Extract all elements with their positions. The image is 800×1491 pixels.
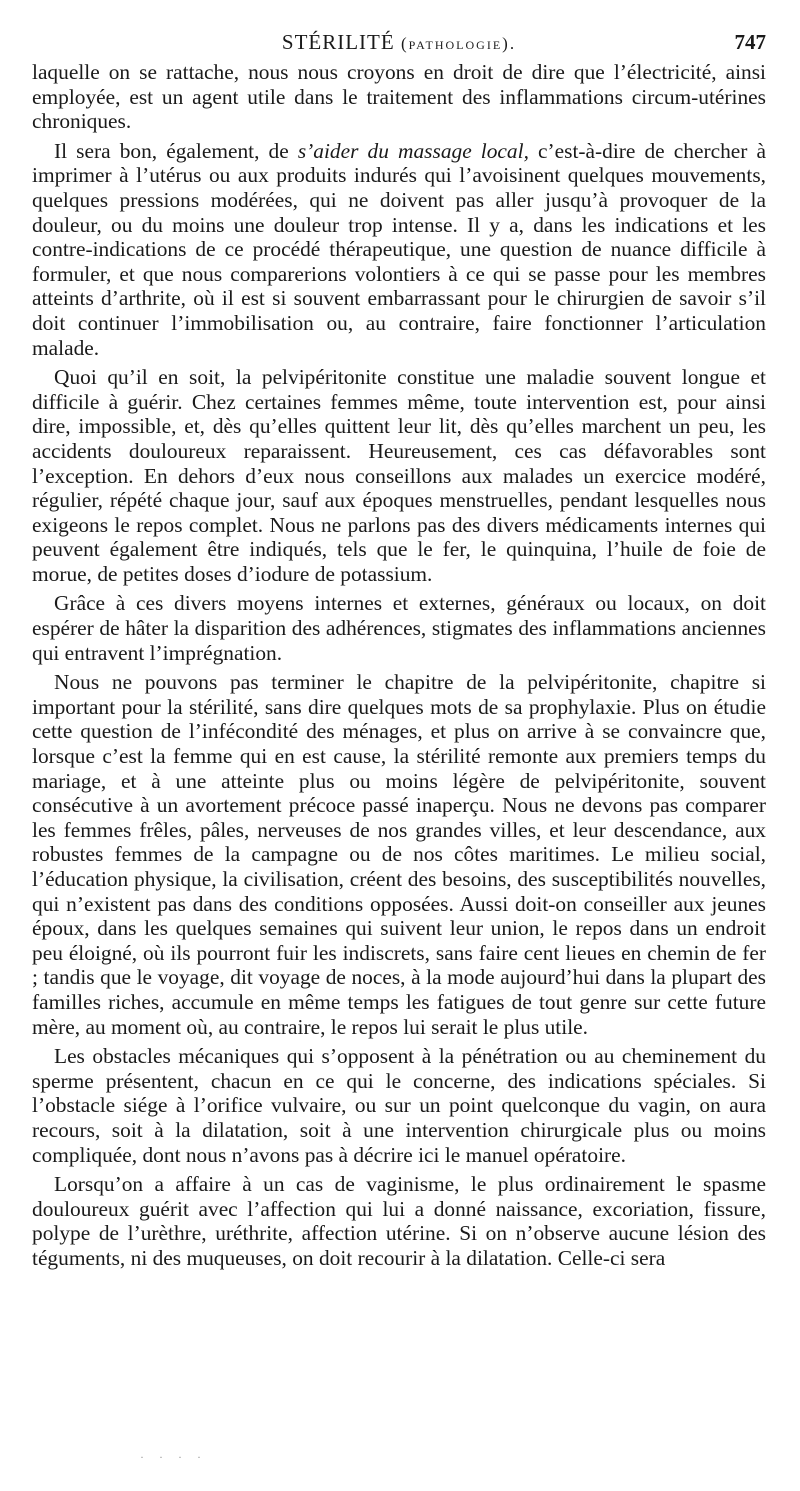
running-title	[32, 30, 766, 55]
text-run: c’est-à-dire de chercher à imprimer à l’utérus ou aux produits indurés qui l’avoisinent quelques mouvements, quelques pressions modérées, qui ne doivent pas aller jusqu’à provoquer de la douleur, ou du moins une douleur trop intense. Il y a, dans les indications et les contre-indications de ce procédé thérapeutique, une question de nuance difficile à formuler, et que nous comparerions volontiers à ce qui se passe pour les membres atteints d’arthrite, où il est si souvent embarrassant pour le chirurgien de savoir s’il doit continuer l’immobilisation ou, au contraire, faire fonctionner l’articulation malade.	[32, 138, 766, 360]
book-page	[32, 30, 766, 1271]
paragraph	[32, 365, 766, 586]
paragraph	[32, 591, 766, 665]
running-title-main: STÉRILITÉ	[281, 30, 395, 54]
paragraph	[32, 1172, 766, 1270]
text-run: Nous ne pouvons pas terminer le chapitre de la pelvipéritonite, chapitre si important pour la stérilité, sans dire quelques mots de sa prophylaxie. Plus on étudie cette question de l’infécondité des ménages, et plus on arrive à se convaincre que, lorsque c’est la femme qui en est cause, la stérilité remonte aux premiers temps du mariage, et à une atteinte plus ou moins légère de pelvipéritonite, souvent consécutive à un avortement précoce passé inaperçu. Nous ne devons pas comparer les femmes frêles, pâles, nerveuses de nos grandes villes, et leur descendance, aux robustes femmes de la campagne ou de nos côtes maritimes. Le milieu social, l’éducation physique, la civilisation, créent des besoins, des susceptibilités nouvelles, qui n’existent pas dans des conditions opposées. Aussi doit-on conseiller aux jeunes époux, dans les quelques semaines qui suivent leur union, le repos dans un endroit peu éloigné, où ils pourront fuir les indiscrets, sans faire cent lieues en chemin de fer ; tandis que le voyage, dit voyage de noces, à la mode aujourd’hui dans la plupart des familles riches, accumule en même temps les fatigues de tout genre sur cette future mère, au moment où, au contraire, le repos lui serait le plus utile.	[32, 670, 766, 1039]
running-header	[32, 30, 766, 60]
text-run: Lorsqu’on a affaire à un cas de vaginisme, le plus ordinairement le spasme douloureux guérit avec l’affection qui lui a donné naissance, excoriation, fissure, polype de l’urèthre, uréthrite, affection utérine. Si on n’observe aucune lésion des téguments, ni des muqueuses, on doit recourir à la dilatation. Celle-ci sera	[32, 1172, 766, 1270]
text-run: Les obstacles mécaniques qui s’opposent à la pénétration ou au cheminement du sperme présentent, chacun en ce qui le concerne, des indications spéciales. Si l’obstacle siége à l’orifice vulvaire, ou sur un point quelconque du vagin, on aura recours, soit à la dilatation, soit à une intervention chirurgicale plus ou moins compliquée, dont nous n’avons pas à décrire ici le manuel opératoire.	[32, 1044, 766, 1167]
text-run: laquelle on se rattache, nous nous croyons en droit de dire que l’électricité, ainsi employée, est un agent utile dans le traitement des inflammations circum-utérines chroniques.	[32, 60, 766, 134]
text-run: Quoi qu’il en soit, la pelvipéritonite constitue une maladie souvent longue et difficile à guérir. Chez certaines femmes même, toute intervention est, pour ainsi dire, impossible, et, dès qu’elles quittent leur lit, dès qu’elles marchent un peu, les accidents douloureux reparaissent. Heureusement, ces cas défavorables sont l’exception. En dehors d’eux nous conseillons aux malades un exercice modéré, régulier, répété chaque jour, sauf aux époques menstruelles, pendant lesquelles nous exigeons le repos complet. Nous ne parlons pas des divers médicaments internes qui peuvent également être indiqués, tels que le fer, le quinquina, l’huile de foie de morue, de petites doses d’iodure de potassium.	[32, 365, 766, 586]
body-text	[32, 60, 766, 1271]
text-run: Il sera bon, également, de	[54, 138, 298, 163]
footer-specks: · · · ·	[140, 1450, 207, 1464]
paragraph	[32, 60, 766, 134]
paragraph	[32, 1044, 766, 1167]
paragraph	[32, 670, 766, 1039]
text-run: Grâce à ces divers moyens internes et externes, généraux ou locaux, on doit espérer de hâter la disparition des adhérences, stigmates des inflammations anciennes qui entravent l’imprégnation.	[32, 591, 766, 665]
italic-phrase: s’aider du massage local,	[297, 138, 529, 163]
page-number: 747	[734, 30, 766, 54]
running-title-subtitle: (pathologie).	[400, 34, 517, 53]
paragraph	[32, 139, 766, 360]
